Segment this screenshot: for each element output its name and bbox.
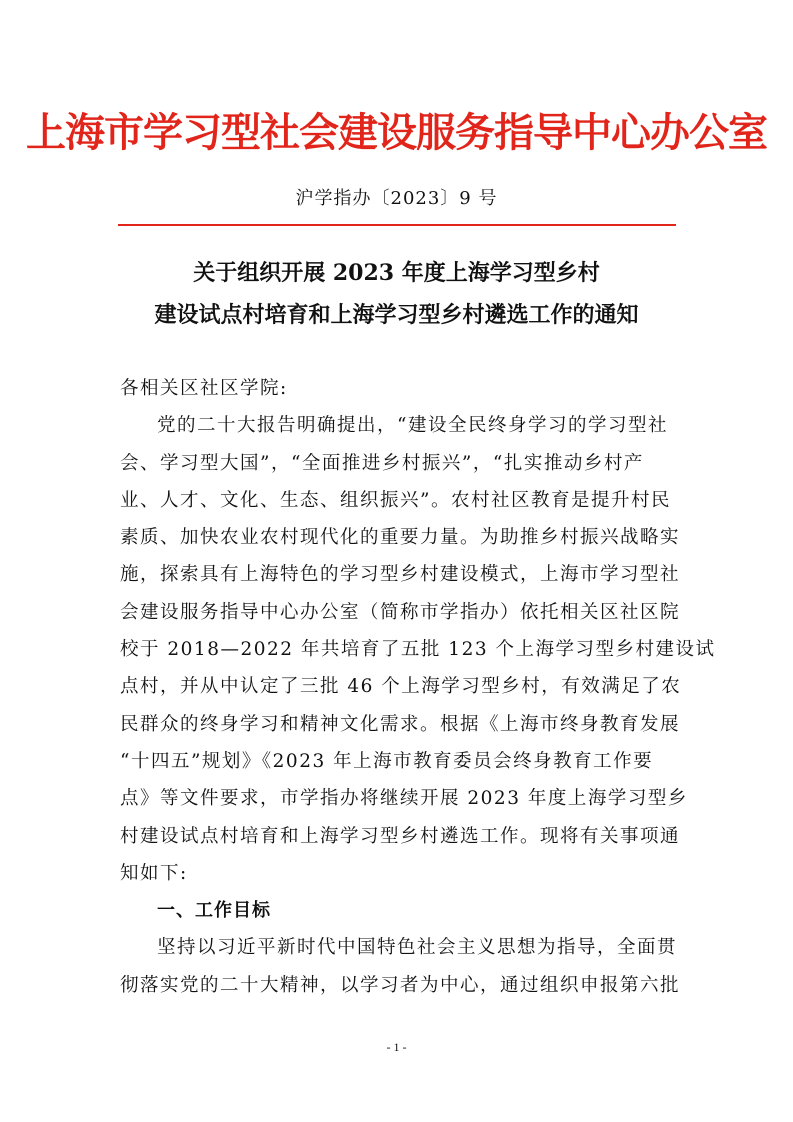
document-number: 沪学指办〔2023〕9 号 bbox=[295, 188, 498, 209]
organization-header: 上海市学习型社会建设服务指导中心办公室 bbox=[26, 109, 767, 156]
paragraph-line: 彻落实党的二十大精神，以学习者为中心，通过组织申报第六批 bbox=[120, 974, 681, 996]
paragraph-line: 坚持以习近平新时代中国特色社会主义思想为指导，全面贯 bbox=[157, 937, 678, 959]
salutation: 各相关区社区学院: bbox=[120, 378, 288, 399]
paragraph-line: 施，探索具有上海特色的学习型乡村建设模式，上海市学习型社 bbox=[120, 564, 681, 586]
paragraph-line: 会建设服务指导中心办公室（简称市学指办）依托相关区社区院 bbox=[120, 601, 681, 623]
paragraph-line: 校于 2018—2022 年共培育了五批 123 个上海学习型乡村建设试 bbox=[120, 639, 716, 661]
notice-title-line-2: 建设试点村培育和上海学习型乡村遴选工作的通知 bbox=[154, 302, 639, 328]
paragraph-line: 素质、加快农业农村现代化的重要力量。为助推乡村振兴战略实 bbox=[120, 527, 681, 549]
paragraph-line: 村建设试点村培育和上海学习型乡村遴选工作。现将有关事项通 bbox=[120, 825, 681, 847]
paragraph-line: 点》等文件要求，市学指办将继续开展 2023 年度上海学习型乡 bbox=[120, 788, 688, 810]
paragraph-line: “十四五”规划》《2023 年上海市教育委员会终身教育工作要 bbox=[120, 750, 654, 772]
paragraph-line: 点村，并从中认定了三批 46 个上海学习型乡村，有效满足了农 bbox=[120, 676, 682, 698]
paragraph-line: 党的二十大报告明确提出，“建设全民终身学习的学习型社 bbox=[157, 415, 668, 437]
notice-body bbox=[120, 370, 716, 1004]
paragraph-line: 业、人才、文化、生态、组织振兴”。农村社区教育是提升村民 bbox=[120, 489, 671, 511]
notice-title-line-1: 关于组织开展 2023 年度上海学习型乡村 bbox=[193, 260, 600, 286]
section-heading-work-goals: 一、工作目标 bbox=[157, 900, 271, 922]
paragraph-line: 民群众的终身学习和精神文化需求。根据《上海市终身教育发展 bbox=[120, 713, 681, 735]
paragraph-line: 会、学习型大国”，“全面推进乡村振兴”，“扎实推动乡村产 bbox=[120, 452, 644, 474]
page-number: - 1 - bbox=[386, 1040, 407, 1054]
red-divider-line bbox=[118, 224, 676, 226]
notice-title bbox=[0, 252, 793, 336]
paragraph-line: 知如下: bbox=[120, 862, 188, 884]
